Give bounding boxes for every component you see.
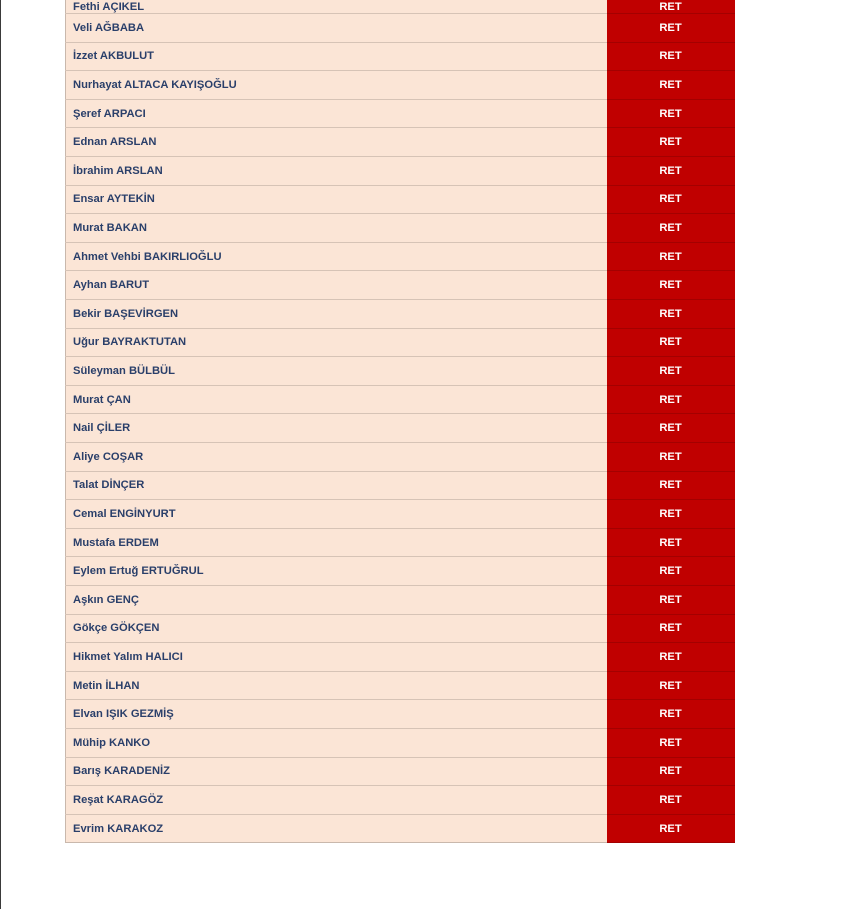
vote-result-cell: RET: [607, 500, 735, 529]
table-row: [66, 128, 735, 157]
member-name-cell: Evrim KARAKOZ: [66, 814, 607, 843]
member-name-cell: Nurhayat ALTACA KAYIŞOĞLU: [66, 71, 607, 100]
table-row: [66, 643, 735, 672]
vote-result-cell: RET: [607, 671, 735, 700]
member-name-cell: Uğur BAYRAKTUTAN: [66, 328, 607, 357]
vote-result-cell: RET: [607, 614, 735, 643]
vote-result-cell: RET: [607, 0, 735, 14]
vote-result-cell: RET: [607, 414, 735, 443]
member-name-cell: Veli AĞBABA: [66, 14, 607, 43]
table-row: [66, 700, 735, 729]
vote-result-cell: RET: [607, 99, 735, 128]
vote-result-cell: RET: [607, 300, 735, 329]
table-row: [66, 528, 735, 557]
member-name-cell: Aşkın GENÇ: [66, 585, 607, 614]
member-name-cell: Nail ÇİLER: [66, 414, 607, 443]
vote-result-cell: RET: [607, 786, 735, 815]
table-row: [66, 185, 735, 214]
vote-result-cell: RET: [607, 328, 735, 357]
table-row: [66, 557, 735, 586]
vote-result-cell: RET: [607, 185, 735, 214]
table-row: [66, 671, 735, 700]
vote-result-cell: RET: [607, 757, 735, 786]
vote-results-body: [66, 0, 735, 843]
table-row: [66, 71, 735, 100]
member-name-cell: Metin İLHAN: [66, 671, 607, 700]
member-name-cell: Ednan ARSLAN: [66, 128, 607, 157]
table-row: [66, 0, 735, 14]
member-name-cell: Aliye COŞAR: [66, 443, 607, 472]
vote-result-cell: RET: [607, 357, 735, 386]
vote-result-cell: RET: [607, 157, 735, 186]
table-row: [66, 271, 735, 300]
vote-result-cell: RET: [607, 42, 735, 71]
table-row: [66, 757, 735, 786]
vote-result-cell: RET: [607, 271, 735, 300]
table-row: [66, 614, 735, 643]
member-name-cell: Cemal ENGİNYURT: [66, 500, 607, 529]
table-row: [66, 471, 735, 500]
member-name-cell: Mühip KANKO: [66, 728, 607, 757]
table-row: [66, 99, 735, 128]
vote-result-cell: RET: [607, 128, 735, 157]
member-name-cell: Eylem Ertuğ ERTUĞRUL: [66, 557, 607, 586]
member-name-cell: Ensar AYTEKİN: [66, 185, 607, 214]
table-row: [66, 786, 735, 815]
table-row: [66, 328, 735, 357]
vote-result-cell: RET: [607, 557, 735, 586]
vote-result-cell: RET: [607, 14, 735, 43]
member-name-cell: İzzet AKBULUT: [66, 42, 607, 71]
table-row: [66, 214, 735, 243]
vote-result-cell: RET: [607, 700, 735, 729]
member-name-cell: Süleyman BÜLBÜL: [66, 357, 607, 386]
member-name-cell: Murat BAKAN: [66, 214, 607, 243]
table-row: [66, 443, 735, 472]
member-name-cell: Murat ÇAN: [66, 385, 607, 414]
member-name-cell: Barış KARADENİZ: [66, 757, 607, 786]
member-name-cell: Hikmet Yalım HALICI: [66, 643, 607, 672]
table-row: [66, 242, 735, 271]
table-row: [66, 357, 735, 386]
table-row: [66, 14, 735, 43]
member-name-cell: Elvan IŞIK GEZMİŞ: [66, 700, 607, 729]
vote-result-cell: RET: [607, 443, 735, 472]
vote-result-cell: RET: [607, 728, 735, 757]
table-row: [66, 814, 735, 843]
table-row: [66, 728, 735, 757]
member-name-cell: Şeref ARPACI: [66, 99, 607, 128]
vote-result-cell: RET: [607, 814, 735, 843]
member-name-cell: Bekir BAŞEVİRGEN: [66, 300, 607, 329]
vote-result-cell: RET: [607, 242, 735, 271]
member-name-cell: Fethi AÇIKEL: [66, 0, 607, 14]
table-row: [66, 157, 735, 186]
member-name-cell: Talat DİNÇER: [66, 471, 607, 500]
vote-result-cell: RET: [607, 585, 735, 614]
vote-result-cell: RET: [607, 385, 735, 414]
vote-result-cell: RET: [607, 528, 735, 557]
table-row: [66, 500, 735, 529]
table-row: [66, 42, 735, 71]
table-row: [66, 585, 735, 614]
table-row: [66, 300, 735, 329]
table-row: [66, 385, 735, 414]
vote-result-cell: RET: [607, 643, 735, 672]
member-name-cell: Ayhan BARUT: [66, 271, 607, 300]
member-name-cell: İbrahim ARSLAN: [66, 157, 607, 186]
vote-result-cell: RET: [607, 214, 735, 243]
member-name-cell: Ahmet Vehbi BAKIRLIOĞLU: [66, 242, 607, 271]
vote-result-cell: RET: [607, 471, 735, 500]
member-name-cell: Mustafa ERDEM: [66, 528, 607, 557]
member-name-cell: Gökçe GÖKÇEN: [66, 614, 607, 643]
page-left-border: [0, 0, 1, 909]
member-name-cell: Reşat KARAGÖZ: [66, 786, 607, 815]
table-row: [66, 414, 735, 443]
vote-result-cell: RET: [607, 71, 735, 100]
vote-results-table: [65, 0, 735, 843]
